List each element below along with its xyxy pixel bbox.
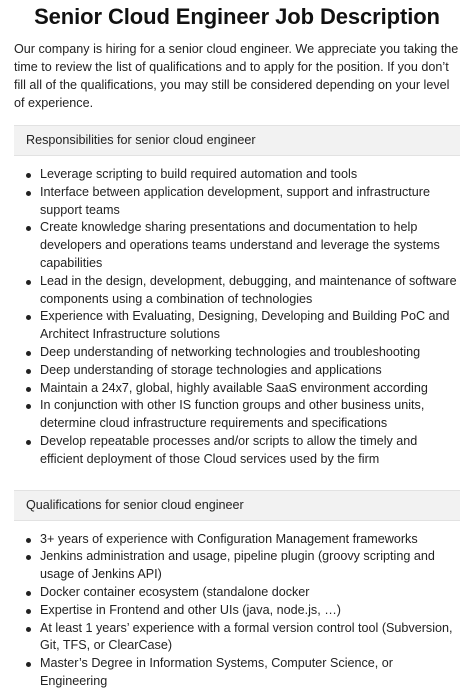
list-item-text: Experience with Evaluating, Designing, Developing and Building PoC and Architect Infrastructure solutions: [40, 309, 450, 342]
list-item: [14, 397, 460, 433]
bullet-icon: [26, 191, 31, 196]
bullet-icon: [26, 627, 31, 632]
list-item-text: Create knowledge sharing presentations and documentation to help developers and operations teams understand and leverage the systems capabilities: [40, 220, 440, 270]
bullet-icon: [26, 387, 31, 392]
list-item-text: Leverage scripting to build required automation and tools: [40, 167, 358, 181]
page-title: Senior Cloud Engineer Job Description: [34, 4, 440, 29]
bullet-icon: [26, 173, 31, 178]
qualifications-heading: Qualifications for senior cloud engineer: [14, 490, 460, 521]
bullet-icon: [26, 369, 31, 374]
list-item: [14, 380, 460, 398]
list-item-text: Docker container ecosystem (standalone docker: [40, 584, 310, 599]
qualifications-list: [14, 531, 460, 691]
bullet-icon: [26, 555, 31, 560]
list-item-text: Develop repeatable processes and/or scripts to allow the timely and efficient deployment of those Cloud services used by the firm: [40, 433, 418, 466]
list-item-text: Jenkins administration and usage, pipeline plugin (groovy scripting and usage of Jenkins API): [40, 549, 435, 582]
list-item-text: 3+ years of experience with Configuration Management frameworks: [40, 531, 418, 546]
bullet-icon: [26, 351, 31, 356]
list-item: [14, 620, 460, 656]
list-item: [14, 433, 460, 469]
list-item: [14, 344, 460, 362]
bullet-icon: [26, 662, 31, 667]
list-item-text: Master’s Degree in Information Systems, Computer Science, or Engineering: [40, 656, 394, 688]
list-item-text: Deep understanding of storage technologies and applications: [40, 362, 382, 377]
bullet-icon: [26, 226, 31, 231]
list-item: [14, 219, 460, 272]
list-item: [14, 184, 460, 220]
list-item-text: Lead in the design, development, debugging, and maintenance of software components using a combination of technologies: [40, 273, 457, 306]
bullet-icon: [26, 440, 31, 445]
list-item: [14, 548, 460, 584]
list-item: [14, 531, 460, 549]
bullet-icon: [26, 609, 31, 614]
list-item-text: At least 1 years’ experience with a formal version control tool (Subversion, Git, TFS, or ClearCase): [40, 620, 453, 653]
list-item: [14, 308, 460, 344]
bullet-icon: [26, 315, 31, 320]
list-item: [14, 602, 460, 620]
list-item: [14, 166, 460, 184]
bullet-icon: [26, 280, 31, 285]
list-item: [14, 273, 460, 309]
list-item-text: Expertise in Frontend and other UIs (java, node.js, …): [40, 602, 341, 617]
list-item: [14, 362, 460, 380]
bullet-icon: [26, 404, 31, 409]
list-item: [14, 655, 460, 691]
list-item-text: In conjunction with other IS function groups and other business units, determine cloud infrastructure requirements and specifications: [40, 398, 425, 431]
list-item-text: Maintain a 24x7, global, highly available SaaS environment according: [40, 380, 428, 395]
intro-paragraph: Our company is hiring for a senior cloud engineer. We appreciate you taking the time to review the list of qualifications and to apply for the position. If you don’t fill all of the qualifications, you may still be considered depending on your level of experience.: [14, 42, 459, 110]
responsibilities-heading: Responsibilities for senior cloud engineer: [14, 125, 460, 156]
responsibilities-list: [14, 166, 460, 469]
list-item-text: Interface between application development, support and infrastructure support teams: [40, 184, 430, 217]
list-item: [14, 584, 460, 602]
bullet-icon: [26, 591, 31, 596]
list-item-text: Deep understanding of networking technologies and troubleshooting: [40, 344, 421, 359]
bullet-icon: [26, 538, 31, 543]
